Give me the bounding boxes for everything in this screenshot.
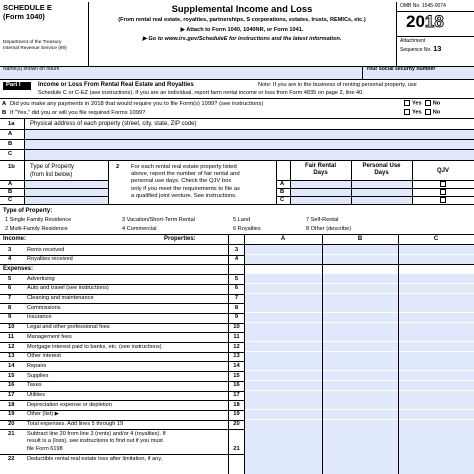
amount-a-line-19-field[interactable] <box>245 410 322 419</box>
line-1a-number: 1a <box>8 121 15 127</box>
row-number: 11 <box>8 333 15 340</box>
type-item: 5 Land <box>233 217 251 223</box>
row-number: 21 <box>8 430 15 437</box>
amount-c-line-6-field[interactable] <box>399 284 474 293</box>
type-item: 3 Vacation/Short-Term Rental <box>122 217 195 223</box>
question-a-yes-label: Yes <box>412 100 422 107</box>
row-label: Repairs <box>27 362 47 369</box>
personal-use-header <box>351 163 412 176</box>
amount-b-line-13-field[interactable] <box>323 352 398 361</box>
amount-b-line-18-field[interactable] <box>323 400 398 409</box>
amount-a-line-5-field[interactable] <box>245 274 322 283</box>
amount-a-line-8-field[interactable] <box>245 303 322 312</box>
question-a-no-checkbox[interactable] <box>425 100 431 106</box>
row-number: 9 <box>8 314 12 321</box>
amount-a-line-15-field[interactable] <box>245 371 322 380</box>
row-label: Legal and other professional fees <box>27 324 110 331</box>
amount-b-line-15-field[interactable] <box>323 371 398 380</box>
line-21-text: Subtract line 20 from line 3 (rents) and/or 4 (royalties). If <box>27 430 166 437</box>
row-box-number: 18 <box>233 401 240 408</box>
attachment-label: Attachment <box>400 38 426 44</box>
address-c-field[interactable] <box>25 150 474 160</box>
amount-c-line-18-field[interactable] <box>399 400 474 409</box>
form-title: Supplemental Income and Loss <box>171 3 313 14</box>
amount-a-line-9-field[interactable] <box>245 313 322 322</box>
address-b-letter: B <box>8 141 13 147</box>
amount-c-line-20-field[interactable] <box>399 420 474 429</box>
col-a-header: A <box>280 236 286 242</box>
days-bottom-rule <box>0 204 474 205</box>
ssn-label: Your social security number <box>366 66 436 72</box>
row-box-number: 19 <box>233 411 240 418</box>
address-c-rule <box>0 160 474 161</box>
amount-b-line-21-field[interactable] <box>323 429 398 453</box>
part1-note2: Schedule C or C-EZ (see instructions). If you are an individual, report farm rental income or loss from Form 4835 on page 2, line 40. <box>38 90 364 96</box>
part1-rule <box>0 98 474 99</box>
line-1b-text2: (from list below) <box>30 172 73 178</box>
dept-line2: Internal Revenue Service (99) <box>3 46 67 51</box>
amount-a-line-3-field[interactable] <box>245 245 322 254</box>
type-a-field[interactable] <box>25 181 108 188</box>
qjv-a-checkbox[interactable] <box>440 181 446 187</box>
row-label: Insurance <box>27 314 52 321</box>
row-box-number: 9 <box>234 314 239 321</box>
row-number: 13 <box>8 353 15 360</box>
amount-b-line-22-field[interactable] <box>323 454 398 474</box>
row-label: Royalties received <box>27 256 73 263</box>
row-label: Other (list) ▶ <box>27 411 59 418</box>
amount-b-line-14-field[interactable] <box>323 361 398 370</box>
amount-c-line-13-field[interactable] <box>399 352 474 361</box>
row-label: Cleaning and maintenance <box>27 295 94 301</box>
days-c-letter: C <box>280 197 285 203</box>
row-number: 18 <box>8 401 15 408</box>
amount-b-line-10-field[interactable] <box>323 323 398 332</box>
amount-a-line-18-field[interactable] <box>245 400 322 409</box>
row-number: 19 <box>8 411 15 418</box>
goto-line: ▶ Go to www.irs.gov/ScheduleE for instructions and the latest information. <box>142 36 342 42</box>
form-ref: (Form 1040) <box>3 12 45 21</box>
row-number: 16 <box>8 382 15 389</box>
row-number: 7 <box>8 295 12 301</box>
amount-a-line-22-field[interactable] <box>245 454 322 474</box>
personal-days-a-field[interactable] <box>352 181 412 188</box>
fair-days-c-field[interactable] <box>291 197 351 204</box>
line-2-text-line: only if you meet the requirements to file as <box>131 185 240 192</box>
row-label: Management fees <box>27 333 72 340</box>
question-a-options <box>404 100 440 107</box>
question-b-yes-label: Yes <box>412 109 422 116</box>
sequence-label <box>400 45 441 54</box>
amount-a-line-13-field[interactable] <box>245 352 322 361</box>
question-a-letter: A <box>2 101 7 107</box>
row-number: 5 <box>8 275 12 282</box>
type-c-letter: C <box>8 197 13 203</box>
amount-b-line-8-field[interactable] <box>323 303 398 312</box>
sequence-text: Sequence No. <box>400 47 432 53</box>
amount-a-line-12-field[interactable] <box>245 342 322 351</box>
year-suffix: 18 <box>424 12 444 31</box>
line-2-text-line: above, report the number of fair rental and <box>131 171 240 178</box>
income-label: Income: <box>3 236 27 242</box>
row-label: Taxes <box>27 382 42 389</box>
form-id: SCHEDULE E <box>3 3 52 12</box>
question-a-text: Did you make any payments in 2018 that would require you to file Form(s) 1099? (see instructions) <box>10 101 264 107</box>
amount-b-line-7-field[interactable] <box>323 294 398 303</box>
row-box-number: 13 <box>233 353 240 360</box>
personal-use-header-line: Days <box>374 169 389 176</box>
type-item: 2 Multi-Family Residence <box>5 226 68 232</box>
row-box-number: 14 <box>233 362 240 369</box>
type-c-field[interactable] <box>25 197 108 204</box>
type-b-letter: B <box>8 189 13 195</box>
row-label: Auto and travel (see instructions) <box>27 285 109 292</box>
qjv-c-checkbox[interactable] <box>440 197 446 203</box>
personal-days-c-field[interactable] <box>352 197 412 204</box>
row-box-number: 10 <box>233 324 240 331</box>
line-2-number: 2 <box>116 164 120 170</box>
amount-c-line-9-field[interactable] <box>399 313 474 322</box>
days-b-letter: B <box>280 189 285 195</box>
question-b-options <box>404 109 440 116</box>
form-subtitle: (From rental real estate, royalties, partnerships, S corporations, estates, trusts, REMICs, etc.) <box>118 17 366 23</box>
part1-note: Note: If you are in the business of renting personal property, use <box>258 82 417 88</box>
amount-c-line-7-field[interactable] <box>399 294 474 303</box>
row-label: Supplies <box>27 372 49 379</box>
amount-c-line-17-field[interactable] <box>399 391 474 400</box>
address-a-field[interactable] <box>25 130 474 139</box>
fair-rental-header-line: Days <box>313 169 328 176</box>
names-label: Name(s) shown on return <box>3 66 60 72</box>
fair-rental-header <box>290 163 351 176</box>
line-2-text-line: personal use days. Check the QJV box <box>131 178 232 185</box>
question-a-yes-checkbox[interactable] <box>404 100 410 106</box>
row-label: Other interest <box>27 353 61 360</box>
row-box-number: 11 <box>233 333 240 340</box>
qjv-left-divider <box>412 160 413 204</box>
col-b-header: B <box>357 236 363 242</box>
qjv-b-wrap <box>440 189 448 196</box>
row-box-number: 4 <box>234 256 239 263</box>
qjv-c-wrap <box>440 197 448 204</box>
amount-c-line-8-field[interactable] <box>399 303 474 312</box>
row-number: 6 <box>8 285 12 292</box>
tax-year <box>406 13 444 32</box>
qjv-a-wrap <box>440 181 448 188</box>
address-c-letter: C <box>8 151 13 157</box>
address-a-letter: A <box>8 131 13 137</box>
amount-c-line-4-field[interactable] <box>399 255 474 264</box>
row-number: 4 <box>8 256 12 263</box>
line-2-text <box>131 164 240 200</box>
row-number: 12 <box>8 343 15 350</box>
types-rule <box>0 234 474 235</box>
amount-c-line-12-field[interactable] <box>399 342 474 351</box>
amount-c-line-10-field[interactable] <box>399 323 474 332</box>
amount-a-line-14-field[interactable] <box>245 361 322 370</box>
amount-b-line-17-field[interactable] <box>323 391 398 400</box>
amount-c-line-19-field[interactable] <box>399 410 474 419</box>
row-number: 20 <box>8 421 15 428</box>
part1-tag: Part I <box>3 82 31 90</box>
amount-a-line-6-field[interactable] <box>245 284 322 293</box>
line-21-text: file Form 6198 <box>27 445 63 452</box>
row-number: 14 <box>8 362 15 369</box>
amount-b-line-6-field[interactable] <box>323 284 398 293</box>
row-box-number: 6 <box>234 285 239 292</box>
amount-b-line-9-field[interactable] <box>323 313 398 322</box>
question-b-no-label: No <box>432 109 441 116</box>
amount-b-line-20-field[interactable] <box>323 420 398 429</box>
row-label: Rents received <box>27 246 65 253</box>
amount-c-line-21-field[interactable] <box>399 429 474 453</box>
line-22-text: Deductible rental real estate loss after limitation, if any, <box>27 455 163 462</box>
row-box-number: 20 <box>233 421 240 428</box>
row-number: 10 <box>8 324 15 331</box>
fair-days-b-field[interactable] <box>291 189 351 196</box>
row-box-number: 17 <box>233 392 240 398</box>
type-item: 7 Self-Rental <box>306 217 339 223</box>
line-1b-number: 1b <box>8 164 15 170</box>
row-label: Depreciation expense or depletion <box>27 401 112 408</box>
row-label: Commissions <box>27 304 61 311</box>
amount-a-line-10-field[interactable] <box>245 323 322 332</box>
amount-c-line-11-field[interactable] <box>399 332 474 341</box>
expenses-label: Expenses: <box>3 265 34 272</box>
question-b-text: If "Yes," did you or will you file required Forms 1099? <box>10 110 146 116</box>
row-number: 17 <box>8 392 15 398</box>
row-label: Advertising <box>27 275 55 282</box>
amount-b-line-5-field[interactable] <box>323 274 398 283</box>
row-number: 22 <box>8 455 15 462</box>
amount-c-line-16-field[interactable] <box>399 381 474 390</box>
amount-c-line-5-field[interactable] <box>399 274 474 283</box>
type-item: 4 Commercial <box>122 226 157 232</box>
amount-c-line-14-field[interactable] <box>399 361 474 370</box>
amount-a-line-20-field[interactable] <box>245 420 322 429</box>
type-item: 6 Royalties <box>233 226 261 232</box>
part1-title: Income or Loss From Rental Real Estate and Royalties <box>38 82 194 88</box>
amount-b-line-12-field[interactable] <box>323 342 398 351</box>
line-2-text-line: For each rental real estate property listed <box>131 164 237 170</box>
type-item: 1 Single Family Residence <box>5 217 72 223</box>
year-prefix: 20 <box>406 12 425 31</box>
amount-b-line-4-field[interactable] <box>323 255 398 264</box>
type-b-field[interactable] <box>25 189 108 196</box>
type-a-letter: A <box>8 181 13 187</box>
amount-a-line-21-field[interactable] <box>245 429 322 453</box>
row-number: 15 <box>8 372 15 379</box>
line-1b-text1: Type of Property <box>30 164 75 170</box>
col-c-header: C <box>433 236 439 242</box>
row-box-number: 3 <box>234 246 239 253</box>
line-2-text-line: a qualified joint venture. See instructions. <box>131 192 237 199</box>
amount-a-line-11-field[interactable] <box>245 332 322 341</box>
row-rule <box>0 264 474 265</box>
address-b-field[interactable] <box>25 140 474 149</box>
names-bottom-rule <box>0 79 474 80</box>
type-item: 8 Other (describe) <box>306 226 352 232</box>
attach-line: ▶ Attach to Form 1040, 1040NR, or Form 1041. <box>180 27 304 33</box>
question-a-no-label: No <box>432 100 441 107</box>
row-box-number: 7 <box>234 295 239 301</box>
omb-number: OMB No. 1545-0074 <box>400 3 446 9</box>
qjv-header: QJV <box>436 168 449 174</box>
properties-label: Properties: <box>164 236 196 242</box>
sequence-number: 13 <box>433 44 442 53</box>
types-title: Type of Property: <box>3 208 53 214</box>
dept-line1: Department of the Treasury <box>3 40 62 45</box>
qjv-b-checkbox[interactable] <box>440 189 446 195</box>
amount-a-line-17-field[interactable] <box>245 391 322 400</box>
amount-a-line-16-field[interactable] <box>245 381 322 390</box>
row-number: 3 <box>8 246 12 253</box>
days-a-letter: A <box>280 181 285 187</box>
row-box-number: 12 <box>233 343 240 350</box>
row-number: 8 <box>8 304 12 311</box>
row-box-number: 21 <box>233 445 240 452</box>
line-1b-right-divider <box>108 160 109 204</box>
days-left-divider <box>276 160 277 204</box>
question-b-rule <box>0 118 474 119</box>
fair-days-a-field[interactable] <box>291 181 351 188</box>
row-label: Utilities <box>27 392 46 398</box>
amount-c-line-22-field[interactable] <box>399 454 474 474</box>
question-b-letter: B <box>2 110 7 116</box>
year-line <box>396 36 474 37</box>
amount-b-line-3-field[interactable] <box>323 245 398 254</box>
row-box-number: 16 <box>233 382 240 389</box>
personal-days-b-field[interactable] <box>352 189 412 196</box>
row-label: Total expenses. Add lines 5 through 19 <box>27 421 124 428</box>
row-box-number: 15 <box>233 372 240 379</box>
amount-b-line-16-field[interactable] <box>323 381 398 390</box>
amount-c-line-15-field[interactable] <box>399 371 474 380</box>
row-label: Mortgage interest paid to banks, etc. (see instructions) <box>27 343 162 350</box>
amount-c-line-3-field[interactable] <box>399 245 474 254</box>
amount-a-line-4-field[interactable] <box>245 255 322 264</box>
line-1a-text: Physical address of each property (street, city, state, ZIP code) <box>30 121 197 127</box>
amount-b-line-11-field[interactable] <box>323 332 398 341</box>
amount-b-line-19-field[interactable] <box>323 410 398 419</box>
row-box-number: 8 <box>234 304 239 311</box>
personal-use-header-line: Personal Use <box>362 163 401 169</box>
line-21-text: result is a (loss), see instructions to find out if you must <box>27 438 163 445</box>
row-box-number: 5 <box>234 275 239 282</box>
question-b-yes-checkbox[interactable] <box>404 109 410 115</box>
amount-a-line-7-field[interactable] <box>245 294 322 303</box>
fair-rental-header-line: Fair Rental <box>304 163 336 169</box>
question-b-no-checkbox[interactable] <box>425 109 431 115</box>
